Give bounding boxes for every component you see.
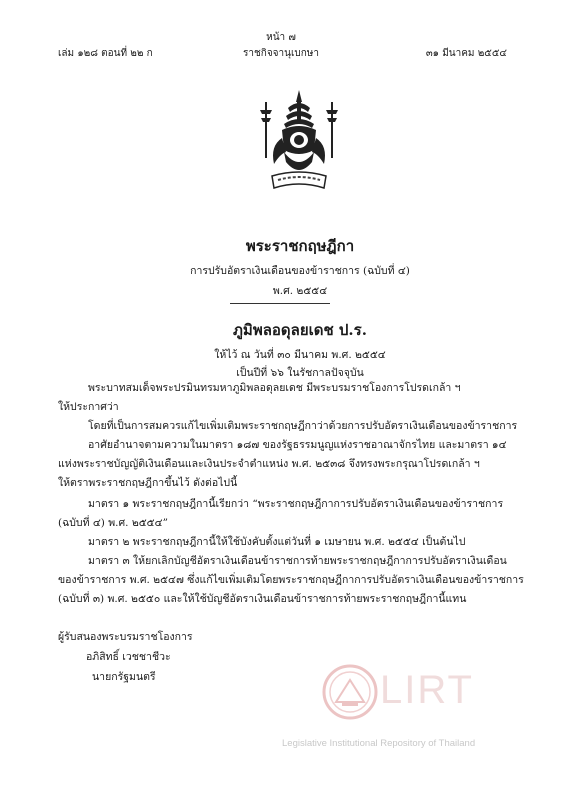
title-divider [230, 303, 330, 304]
body-line: พระบาทสมเด็จพระปรมินทรมหาภูมิพลอดุลยเดช มีพระบรมราชโองการโปรดเกล้า ฯ [88, 382, 461, 394]
section-2-line: มาตรา ๒ พระราชกฤษฎีกานี้ให้ใช้บังคับตั้งแต่วันที่ ๑ เมษายน พ.ศ. ๒๕๕๔ เป็นต้นไป [88, 536, 466, 548]
decree-reign-year: เป็นปีที่ ๖๖ ในรัชกาลปัจจุบัน [236, 367, 364, 379]
countersign-title: นายกรัฐมนตรี [92, 671, 156, 683]
body-line: ให้ตราพระราชกฤษฎีกาขึ้นไว้ ดังต่อไปนี้ [58, 477, 238, 489]
countersign-name: อภิสิทธิ์ เวชชาชีวะ [86, 651, 171, 663]
body-line: แห่งพระราชบัญญัติเงินเดือนและเงินประจำตำแหน่ง พ.ศ. ๒๕๓๘ จึงทรงพระกรุณาโปรดเกล้า ฯ [58, 458, 480, 470]
watermark-logo: LIRT [380, 668, 474, 712]
section-1-line: (ฉบับที่ ๔) พ.ศ. ๒๕๕๔” [58, 517, 168, 529]
watermark-subtitle: Legislative Institutional Repository of Thailand [282, 738, 476, 749]
page-number: หน้า ๗ [266, 32, 296, 43]
royal-emblem-icon [258, 88, 340, 198]
section-3-line: ของข้าราชการ พ.ศ. ๒๕๔๗ ซึ่งแก้ไขเพิ่มเติมโดยพระราชกฤษฎีกาการปรับอัตราเงินเดือนของข้าราชการ [58, 574, 524, 586]
gazette-title: ราชกิจจานุเบกษา [242, 48, 320, 59]
countersign-label: ผู้รับสนองพระบรมราชโองการ [58, 631, 193, 643]
section-3-line: มาตรา ๓ ให้ยกเลิกบัญชีอัตราเงินเดือนข้าราชการท้ายพระราชกฤษฎีกาการปรับอัตราเงินเดือน [88, 555, 507, 567]
parliament-seal-icon [322, 662, 378, 722]
decree-year: พ.ศ. ๒๕๕๔ [272, 285, 328, 297]
gazette-volume: เล่ม ๑๒๘ ตอนที่ ๒๒ ก [58, 48, 153, 59]
decree-given-date: ให้ไว้ ณ วันที่ ๓๐ มีนาคม พ.ศ. ๒๕๕๔ [214, 349, 386, 361]
body-line: โดยที่เป็นการสมควรแก้ไขเพิ่มเติมพระราชกฤษฎีกาว่าด้วยการปรับอัตราเงินเดือนของข้าราชการ [88, 420, 518, 432]
section-3-line: (ฉบับที่ ๓) พ.ศ. ๒๕๕๐ และให้ใช้บัญชีอัตราเงินเดือนข้าราชการท้ายพระราชกฤษฎีกานี้แทน [58, 593, 467, 605]
decree-title: พระราชกฤษฎีกา [245, 237, 355, 255]
body-line: ให้ประกาศว่า [58, 401, 119, 413]
decree-subtitle: การปรับอัตราเงินเดือนของข้าราชการ (ฉบับที่ ๔) [190, 265, 410, 277]
gazette-date: ๓๑ มีนาคม ๒๕๕๔ [425, 48, 507, 59]
body-line: อาศัยอำนาจตามความในมาตรา ๑๘๗ ของรัฐธรรมนูญแห่งราชอาณาจักรไทย และมาตรา ๑๔ [88, 439, 507, 451]
section-1-line: มาตรา ๑ พระราชกฤษฎีกานี้เรียกว่า “พระราชกฤษฎีกาการปรับอัตราเงินเดือนของข้าราชการ [88, 498, 504, 510]
royal-signature: ภูมิพลอดุลยเดช ป.ร. [233, 321, 367, 339]
